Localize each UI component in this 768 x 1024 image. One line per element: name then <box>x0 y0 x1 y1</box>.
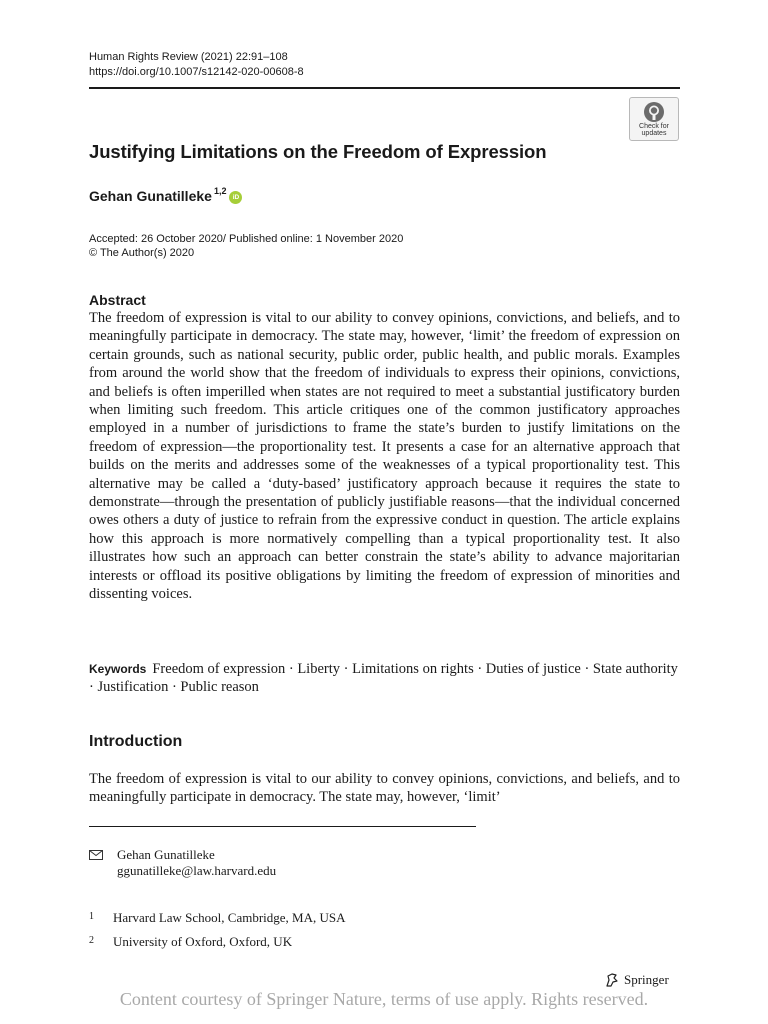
author-line <box>89 188 242 204</box>
author-name[interactable]: Gehan Gunatilleke <box>89 188 212 204</box>
affiliation-2 <box>89 934 292 952</box>
springer-horse-icon <box>604 972 620 988</box>
springer-logo <box>604 972 669 988</box>
check-updates-line1: Check for <box>639 123 669 130</box>
correspondence-email[interactable]: ggunatilleke@law.harvard.edu <box>117 863 277 878</box>
journal-header <box>89 50 304 80</box>
affiliation-1 <box>89 910 346 928</box>
correspondence-block <box>89 847 276 879</box>
correspondence-name: Gehan Gunatilleke <box>117 847 215 862</box>
header-rule <box>89 87 680 89</box>
footnote-rule <box>89 826 476 827</box>
author-affiliation-marks: 1,2 <box>213 186 227 196</box>
article-title: Justifying Limitations on the Freedom of Expression <box>89 141 547 162</box>
check-updates-icon <box>643 101 665 123</box>
check-updates-line2: updates <box>641 130 667 137</box>
introduction-text: The freedom of expression is vital to our ability to convey opinions, convictions, and beliefs, and to meaningfully participate in democracy. The state may, however, ‘limit’ <box>89 771 680 806</box>
abstract-heading: Abstract <box>89 292 146 308</box>
abstract-text: The freedom of expression is vital to our ability to convey opinions, convictions, and beliefs, and to meaningfully participate in democracy. The state may, however, ‘limit’ the freedom of expression on certain grounds, such as national security, public order, public health, and public morals. Examples from around the world show that the freedom of individuals to express their opinions, convictions, and beliefs is often imperilled when states are not required to meet a substantial justificatory burden when limiting such freedom. This article critiques one of the common justificatory approaches employed in a number of jurisdictions to frame the state’s burden to justify limitations on the freedom of expression—the proportionality test. It presents a case for an alternative approach that builds on the merits and addresses some of the weaknesses of a typical proportionality test. This alternative may be called a ‘duty-based’ justificatory approach because it requires the state to demonstrate—through the presentation of publicly justifiable reasons—that the individual concerned owes others a duty of justice to refrain from the expressive conduct in question. The article explains how this approach is more normatively compelling than a typical proportionality test. It also illustrates how such an approach can better constrain the state’s ability to advance majoritarian interests or offload its positive obligations by limiting the freedom of expression of minorities and dissenting voices. <box>89 310 680 603</box>
introduction-heading: Introduction <box>89 733 183 750</box>
keywords-block <box>89 660 680 697</box>
article-dates <box>89 232 403 260</box>
affiliation-text: Harvard Law School, Cambridge, MA, USA <box>113 910 346 925</box>
check-for-updates-badge[interactable] <box>629 97 679 141</box>
publisher-name: Springer <box>624 972 669 987</box>
keywords-list: Freedom of expression · Liberty · Limitations on rights · Duties of justice · State authority · Justification · Public reason <box>89 661 678 696</box>
affiliation-number: 2 <box>89 935 94 946</box>
affiliation-number: 1 <box>89 911 94 922</box>
accepted-published-dates: Accepted: 26 October 2020/ Published online: 1 November 2020 <box>89 233 404 245</box>
orcid-icon[interactable]: iD <box>229 191 242 204</box>
journal-citation: Human Rights Review (2021) 22:91–108 <box>89 51 288 63</box>
courtesy-watermark: Content courtesy of Springer Nature, terms of use apply. Rights reserved. <box>119 989 649 1009</box>
envelope-icon <box>89 850 103 860</box>
keywords-label: Keywords <box>89 662 147 676</box>
doi-link[interactable]: https://doi.org/10.1007/s12142-020-00608-8 <box>89 66 304 78</box>
copyright-line: © The Author(s) 2020 <box>89 247 195 259</box>
affiliation-text: University of Oxford, Oxford, UK <box>113 934 293 949</box>
